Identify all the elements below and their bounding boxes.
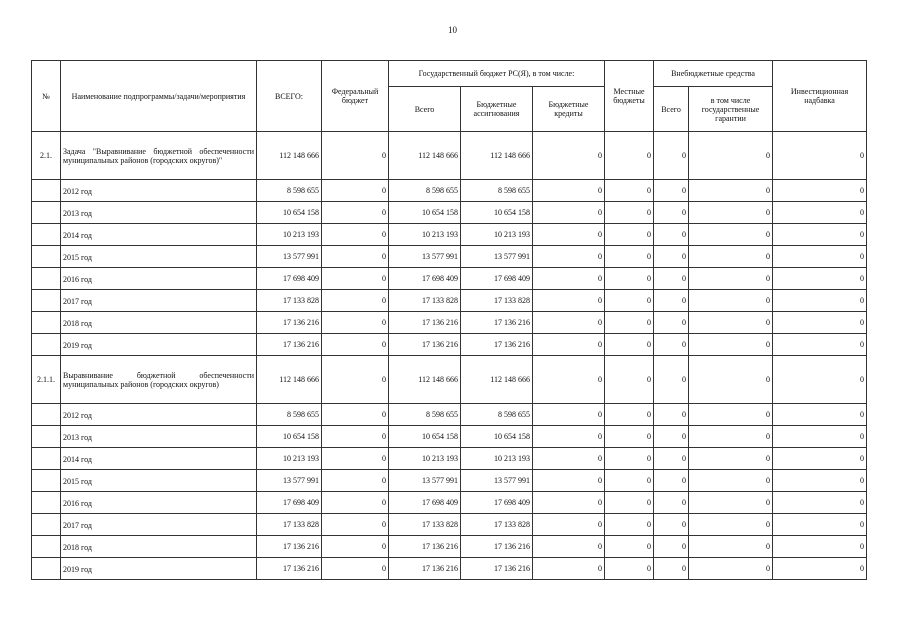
row-value: 0: [605, 290, 654, 312]
row-value: 0: [689, 470, 773, 492]
row-value: 0: [654, 470, 689, 492]
row-value: 17 698 409: [389, 268, 461, 290]
header-total: ВСЕГО:: [257, 61, 322, 132]
row-value: 0: [605, 268, 654, 290]
row-number-empty: [32, 334, 61, 356]
row-number: 2.1.: [32, 132, 61, 180]
row-value: 0: [533, 558, 605, 580]
row-value: 0: [322, 448, 389, 470]
row-value: 0: [773, 536, 867, 558]
row-value: 17 133 828: [389, 514, 461, 536]
row-year-label: 2019 год: [61, 558, 257, 580]
row-value: 0: [322, 334, 389, 356]
row-value: 0: [322, 514, 389, 536]
row-value: 10 213 193: [389, 224, 461, 246]
row-value: 0: [689, 268, 773, 290]
table-row-section: [32, 356, 867, 404]
row-value: 17 136 216: [461, 536, 533, 558]
row-year-label: 2014 год: [61, 448, 257, 470]
row-value: 17 136 216: [257, 312, 322, 334]
row-value: 0: [533, 536, 605, 558]
row-year-label: 2014 год: [61, 224, 257, 246]
row-value: 0: [322, 404, 389, 426]
row-value: 8 598 655: [461, 404, 533, 426]
row-value: 0: [605, 404, 654, 426]
row-value: 0: [322, 492, 389, 514]
row-number-empty: [32, 290, 61, 312]
row-value: 8 598 655: [389, 404, 461, 426]
row-value: 0: [654, 448, 689, 470]
header-offbudget-group: Внебюджетные средства: [654, 61, 773, 87]
row-value: 17 698 409: [461, 268, 533, 290]
row-year-label: 2015 год: [61, 246, 257, 268]
table-row-year: [32, 536, 867, 558]
row-value: 0: [605, 356, 654, 404]
row-year-label: 2018 год: [61, 312, 257, 334]
row-value: 0: [654, 224, 689, 246]
row-value: 0: [533, 404, 605, 426]
row-value: 0: [654, 536, 689, 558]
row-value: 112 148 666: [257, 132, 322, 180]
table-row-year: [32, 180, 867, 202]
row-value: 10 213 193: [389, 448, 461, 470]
row-number-empty: [32, 246, 61, 268]
row-value: 0: [689, 448, 773, 470]
row-value: 0: [533, 312, 605, 334]
row-value: 0: [689, 536, 773, 558]
row-value: 0: [654, 202, 689, 224]
row-value: 0: [689, 426, 773, 448]
row-value: 13 577 991: [461, 470, 533, 492]
row-value: 13 577 991: [389, 246, 461, 268]
row-value: 0: [689, 224, 773, 246]
row-value: 0: [773, 404, 867, 426]
row-value: 0: [322, 132, 389, 180]
row-value: 0: [533, 268, 605, 290]
row-number-empty: [32, 536, 61, 558]
row-value: 10 654 158: [389, 202, 461, 224]
row-value: 17 136 216: [461, 312, 533, 334]
row-value: 112 148 666: [461, 132, 533, 180]
row-number: 2.1.1.: [32, 356, 61, 404]
row-value: 10 654 158: [257, 202, 322, 224]
row-value: 17 698 409: [389, 492, 461, 514]
row-value: 0: [533, 426, 605, 448]
row-value: 0: [605, 312, 654, 334]
row-year-label: 2013 год: [61, 202, 257, 224]
row-value: 0: [773, 290, 867, 312]
row-value: 0: [654, 514, 689, 536]
row-value: 0: [689, 132, 773, 180]
row-value: 0: [533, 492, 605, 514]
row-number-empty: [32, 448, 61, 470]
row-value: 0: [605, 448, 654, 470]
row-value: 0: [533, 334, 605, 356]
row-value: 0: [322, 268, 389, 290]
row-value: 0: [654, 558, 689, 580]
row-value: 10 213 193: [461, 224, 533, 246]
row-value: 0: [773, 246, 867, 268]
row-value: 17 133 828: [257, 514, 322, 536]
row-value: 0: [322, 312, 389, 334]
row-value: 0: [689, 202, 773, 224]
table-row-year: [32, 312, 867, 334]
row-value: 0: [689, 312, 773, 334]
row-value: 0: [773, 224, 867, 246]
row-value: 0: [605, 470, 654, 492]
row-value: 10 654 158: [461, 426, 533, 448]
row-value: 0: [654, 246, 689, 268]
table-row-year: [32, 224, 867, 246]
row-value: 0: [654, 356, 689, 404]
row-number-empty: [32, 404, 61, 426]
row-value: 13 577 991: [257, 470, 322, 492]
row-value: 10 654 158: [257, 426, 322, 448]
row-year-label: 2017 год: [61, 290, 257, 312]
row-name: Задача "Выравнивание бюджетной обеспеченности муниципальных районов (городских округов)": [61, 132, 257, 180]
table-row-year: [32, 246, 867, 268]
row-value: 13 577 991: [389, 470, 461, 492]
row-value: 0: [773, 514, 867, 536]
row-value: 0: [689, 404, 773, 426]
row-value: 17 136 216: [389, 536, 461, 558]
row-value: 0: [654, 426, 689, 448]
row-number-empty: [32, 470, 61, 492]
row-value: 8 598 655: [389, 180, 461, 202]
row-value: 0: [533, 470, 605, 492]
row-value: 0: [605, 334, 654, 356]
row-value: 10 213 193: [257, 224, 322, 246]
row-value: 0: [605, 558, 654, 580]
row-value: 0: [654, 404, 689, 426]
row-value: 0: [689, 514, 773, 536]
row-value: 8 598 655: [461, 180, 533, 202]
row-value: 112 148 666: [389, 356, 461, 404]
row-value: 0: [533, 202, 605, 224]
row-value: 0: [773, 312, 867, 334]
row-value: 0: [654, 290, 689, 312]
row-value: 17 133 828: [461, 290, 533, 312]
table-row-year: [32, 514, 867, 536]
row-value: 0: [605, 426, 654, 448]
header-state-credits: Бюджетные кредиты: [533, 87, 605, 132]
row-value: 10 213 193: [257, 448, 322, 470]
row-value: 0: [605, 224, 654, 246]
row-number-empty: [32, 492, 61, 514]
row-value: 17 136 216: [257, 536, 322, 558]
row-value: 0: [773, 356, 867, 404]
row-value: 0: [689, 180, 773, 202]
row-value: 17 136 216: [389, 312, 461, 334]
header-investment: Инвестиционная надбавка: [773, 61, 867, 132]
row-year-label: 2016 год: [61, 268, 257, 290]
row-year-label: 2018 год: [61, 536, 257, 558]
row-value: 0: [322, 558, 389, 580]
header-offbudget-guarantees: в том числе государственные гарантии: [689, 87, 773, 132]
header-state-total: Всего: [389, 87, 461, 132]
row-value: 17 136 216: [389, 334, 461, 356]
row-value: 10 654 158: [461, 202, 533, 224]
row-number-empty: [32, 312, 61, 334]
row-value: 0: [322, 246, 389, 268]
row-value: 0: [605, 514, 654, 536]
row-value: 0: [322, 202, 389, 224]
table-row-year: [32, 470, 867, 492]
row-value: 0: [322, 426, 389, 448]
row-value: 0: [773, 180, 867, 202]
row-value: 0: [605, 536, 654, 558]
row-year-label: 2019 год: [61, 334, 257, 356]
row-number-empty: [32, 558, 61, 580]
row-value: 0: [605, 246, 654, 268]
row-value: 0: [533, 132, 605, 180]
row-value: 17 136 216: [389, 558, 461, 580]
row-number-empty: [32, 224, 61, 246]
row-year-label: 2016 год: [61, 492, 257, 514]
row-value: 17 698 409: [257, 492, 322, 514]
row-value: 0: [605, 180, 654, 202]
row-year-label: 2012 год: [61, 180, 257, 202]
row-value: 0: [773, 448, 867, 470]
row-value: 0: [689, 246, 773, 268]
row-value: 112 148 666: [461, 356, 533, 404]
row-value: 0: [322, 470, 389, 492]
header-local: Местные бюджеты: [605, 61, 654, 132]
row-value: 112 148 666: [257, 356, 322, 404]
row-number-empty: [32, 514, 61, 536]
row-value: 0: [605, 132, 654, 180]
row-value: 13 577 991: [257, 246, 322, 268]
row-value: 0: [654, 180, 689, 202]
row-value: 8 598 655: [257, 404, 322, 426]
row-year-label: 2017 год: [61, 514, 257, 536]
table-header: [32, 61, 867, 132]
row-value: 17 136 216: [257, 558, 322, 580]
row-value: 10 654 158: [389, 426, 461, 448]
row-value: 0: [533, 448, 605, 470]
row-value: 0: [654, 492, 689, 514]
row-value: 0: [322, 180, 389, 202]
row-value: 0: [533, 514, 605, 536]
table-row-year: [32, 290, 867, 312]
row-value: 0: [533, 180, 605, 202]
row-value: 0: [773, 202, 867, 224]
row-number-empty: [32, 180, 61, 202]
row-year-label: 2013 год: [61, 426, 257, 448]
row-value: 17 136 216: [461, 334, 533, 356]
row-value: 0: [689, 492, 773, 514]
row-value: 13 577 991: [461, 246, 533, 268]
row-value: 0: [773, 492, 867, 514]
row-value: 0: [773, 268, 867, 290]
header-state-group: Государственный бюджет РС(Я), в том числе:: [389, 61, 605, 87]
row-year-label: 2012 год: [61, 404, 257, 426]
table-row-year: [32, 426, 867, 448]
row-name: Выравнивание бюджетной обеспеченности муниципальных районов (городских округов): [61, 356, 257, 404]
row-value: 112 148 666: [389, 132, 461, 180]
row-value: 0: [689, 558, 773, 580]
row-value: 17 136 216: [461, 558, 533, 580]
row-value: 0: [654, 334, 689, 356]
row-value: 8 598 655: [257, 180, 322, 202]
row-value: 0: [773, 426, 867, 448]
row-value: 0: [654, 132, 689, 180]
row-value: 0: [533, 356, 605, 404]
row-value: 0: [689, 290, 773, 312]
row-value: 17 698 409: [461, 492, 533, 514]
table-row-year: [32, 404, 867, 426]
row-value: 17 133 828: [389, 290, 461, 312]
row-value: 10 213 193: [461, 448, 533, 470]
row-value: 0: [322, 290, 389, 312]
header-offbudget-total: Всего: [654, 87, 689, 132]
row-value: 0: [605, 202, 654, 224]
row-value: 17 133 828: [257, 290, 322, 312]
table-row-section: [32, 132, 867, 180]
table-body: [32, 132, 867, 580]
budget-table: [31, 60, 867, 580]
row-value: 0: [322, 536, 389, 558]
row-value: 17 136 216: [257, 334, 322, 356]
row-value: 0: [605, 492, 654, 514]
table-row-year: [32, 268, 867, 290]
row-value: 0: [322, 356, 389, 404]
row-number-empty: [32, 426, 61, 448]
row-value: 0: [689, 334, 773, 356]
row-value: 0: [773, 558, 867, 580]
row-value: 0: [533, 290, 605, 312]
table-row-year: [32, 492, 867, 514]
row-value: 0: [533, 224, 605, 246]
header-num: №: [32, 61, 61, 132]
row-value: 0: [322, 224, 389, 246]
header-state-allocations: Бюджетные ассигнования: [461, 87, 533, 132]
row-value: 0: [773, 334, 867, 356]
header-federal: Федеральный бюджет: [322, 61, 389, 132]
table-row-year: [32, 334, 867, 356]
row-value: 0: [689, 356, 773, 404]
row-value: 0: [654, 268, 689, 290]
table-row-year: [32, 202, 867, 224]
row-value: 0: [773, 132, 867, 180]
row-value: 17 698 409: [257, 268, 322, 290]
row-value: 0: [533, 246, 605, 268]
row-value: 17 133 828: [461, 514, 533, 536]
row-year-label: 2015 год: [61, 470, 257, 492]
header-name: Наименование подпрограммы/задачи/мероприятия: [61, 61, 257, 132]
page-number: 10: [448, 25, 457, 35]
row-value: 0: [654, 312, 689, 334]
row-number-empty: [32, 202, 61, 224]
row-value: 0: [773, 470, 867, 492]
table-row-year: [32, 558, 867, 580]
row-number-empty: [32, 268, 61, 290]
table-row-year: [32, 448, 867, 470]
